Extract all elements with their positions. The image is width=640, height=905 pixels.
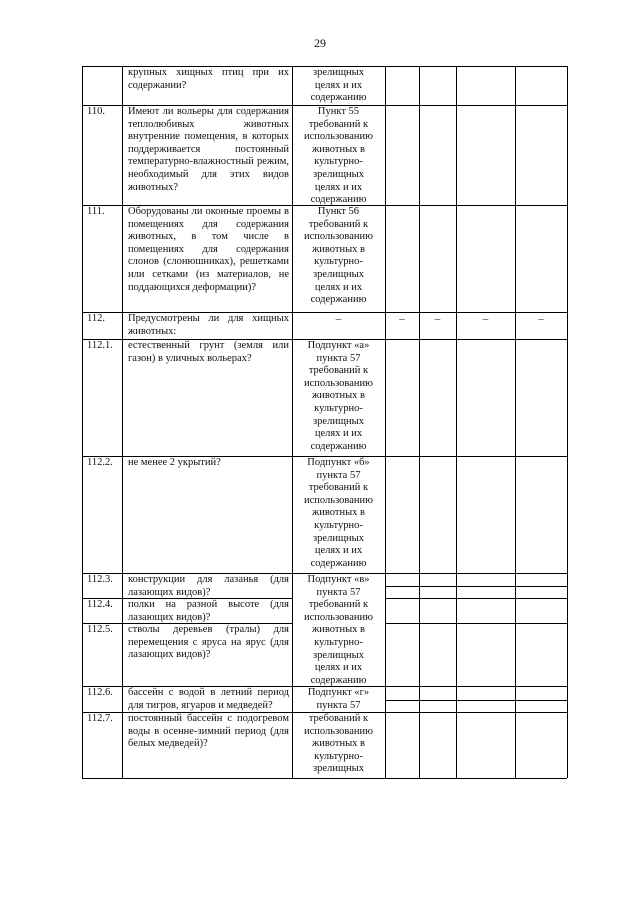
result-dash: – xyxy=(538,313,544,325)
table-row-border xyxy=(385,623,567,624)
row-number xyxy=(82,67,122,105)
row-number: 112.2. xyxy=(87,457,113,468)
question-text: Имеют ли вольеры для содержания теплолюбивых животных внутренние помещения, в которых поддерживается постоянный температурно-влажностный режим, необходимый для этих видов животных? xyxy=(128,106,289,193)
question-text: постоянный бассейн с подогревом воды в осенне-зимний период (для белых медведей)? xyxy=(128,713,289,750)
question-text: Оборудованы ли оконные проемы в помещениях для содержания животных, в том числе в помещениях для содержания слонов (слонюшниках), решетками или сетками (из материалов, не поддающихся деформации)? xyxy=(128,206,289,293)
table-row-border xyxy=(385,598,567,599)
requirement-reference-merged: Подпункт «в» пункта 57 требований к использованию животных в культурно- зрелищных целях и их содержанию xyxy=(304,574,373,686)
requirement-reference: Подпункт «г» пункта 57 xyxy=(307,687,370,711)
page-number: 29 xyxy=(314,36,326,50)
result-dash: – xyxy=(399,313,405,325)
question-text: Предусмотрены ли для хищных животных: xyxy=(128,313,289,337)
table-row-border xyxy=(82,778,567,779)
table-column-border xyxy=(515,66,516,778)
requirement-reference: Подпункт «б» пункта 57 требований к использованию животных в культурно- зрелищных целях и их содержанию xyxy=(304,457,373,569)
table-row-border xyxy=(385,700,567,701)
requirement-reference: – xyxy=(335,313,342,325)
requirement-reference: Пункт 55 требований к использованию животных в культурно- зрелищных целях и их содержанию xyxy=(304,106,373,205)
question-text: стволы деревьев (тралы) для перемещения с яруса на ярус (для лазающих видов)? xyxy=(128,624,289,661)
row-number: 112.5. xyxy=(87,624,113,635)
row-number: 112.7. xyxy=(87,713,113,724)
question-text: конструкции для лазанья (для лазающих видов)? xyxy=(128,574,289,598)
requirement-reference: Подпункт «а» пункта 57 требований к использованию животных в культурно- зрелищных целях и их содержанию xyxy=(304,340,373,452)
question-text: не менее 2 укрытий? xyxy=(128,457,221,468)
requirement-reference: зрелищных целях и их содержанию xyxy=(310,67,367,104)
table-column-border xyxy=(419,66,420,778)
table-row-border xyxy=(385,586,567,587)
question-text: естественный грунт (земля или газон) в уличных вольерах? xyxy=(128,340,289,364)
requirement-reference: требований к использованию животных в культурно- зрелищных xyxy=(304,713,373,775)
question-text: полки на разной высоте (для лазающих видов)? xyxy=(128,599,289,623)
row-number: 112.3. xyxy=(87,574,113,585)
result-dash: – xyxy=(482,313,489,325)
table-column-border xyxy=(456,66,457,778)
result-dash: – xyxy=(434,313,441,325)
table-column-border xyxy=(567,66,568,778)
row-number: 112.1. xyxy=(87,340,113,351)
question-text: крупных хищных птиц при их содержании? xyxy=(128,67,289,91)
row-number: 111. xyxy=(87,206,105,217)
table-column-border xyxy=(385,66,386,778)
row-number: 112.6. xyxy=(87,687,113,698)
requirement-reference: Пункт 56 требований к использованию животных в культурно- зрелищных целях и их содержанию xyxy=(304,206,373,306)
row-number: 110. xyxy=(87,106,105,117)
row-number: 112.4. xyxy=(87,599,113,610)
question-text: бассейн с водой в летний период для тигров, ягуаров и медведей? xyxy=(128,687,289,711)
row-number: 112. xyxy=(87,313,105,324)
